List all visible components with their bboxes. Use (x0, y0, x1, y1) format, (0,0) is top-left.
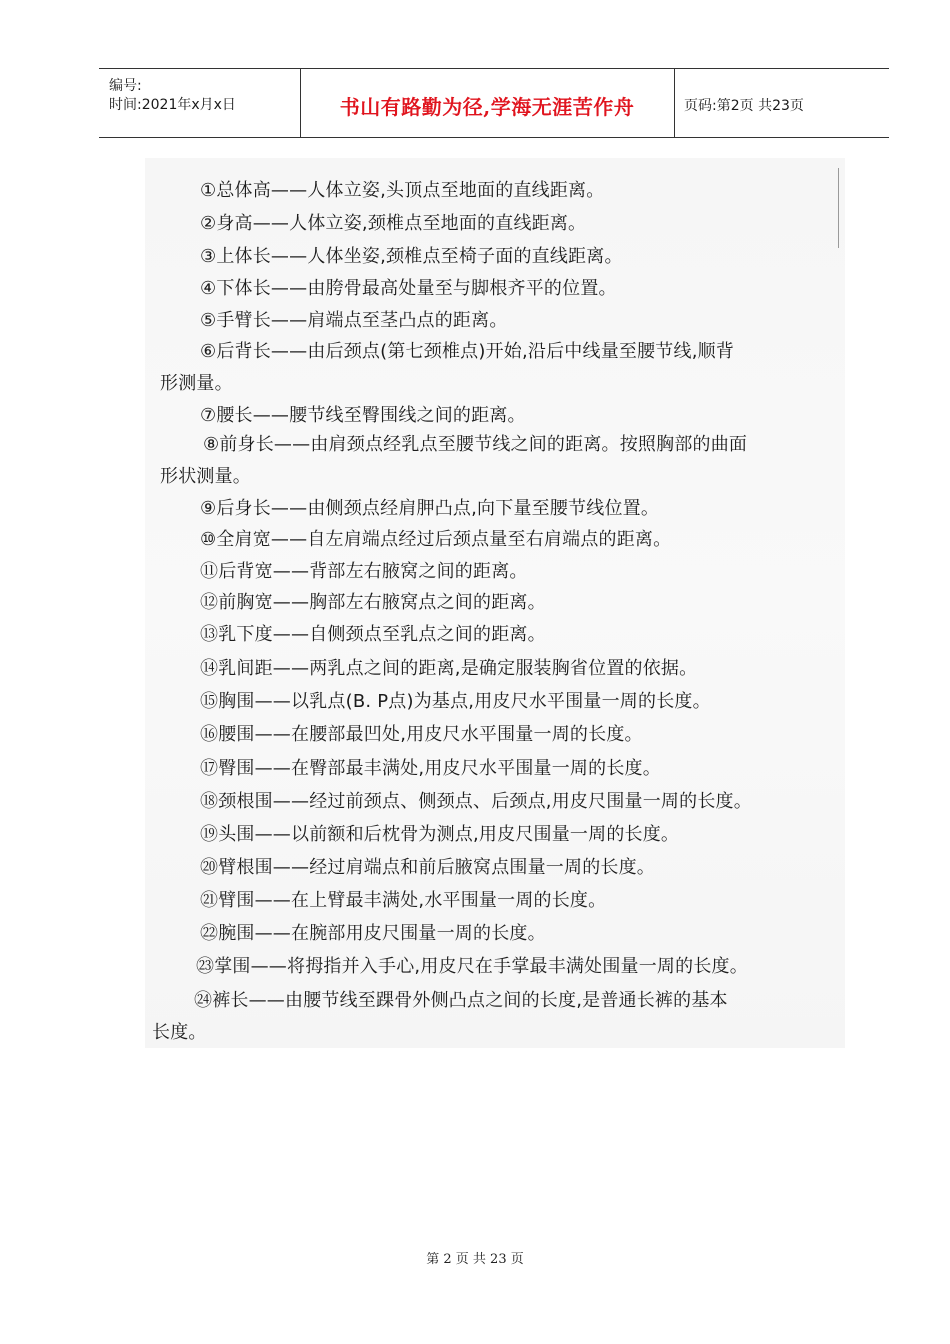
measurement-line: ⑭乳间距——两乳点之间的距离,是确定服装胸省位置的依据。 (200, 658, 698, 679)
motto-text: 书山有路勤为径,学海无涯苦作舟 (339, 95, 635, 119)
page-code-label: 页码:第2页 共23页 (684, 98, 804, 114)
measurement-line: ⑦腰长——腰节线至臀围线之间的距离。 (200, 405, 526, 426)
measurement-line: ⑨后身长——由侧颈点经肩胛凸点,向下量至腰节线位置。 (200, 498, 660, 519)
measurement-line: ⑲头围——以前额和后枕骨为测点,用皮尺围量一周的长度。 (200, 824, 680, 845)
measurement-line: ⑥后背长——由后颈点(第七颈椎点)开始,沿后中线量至腰节线,顺背 (200, 341, 735, 362)
measurement-line: ⑱颈根围——经过前颈点、侧颈点、后颈点,用皮尺围量一周的长度。 (200, 791, 752, 812)
measurement-line-continuation: 形测量。 (160, 373, 233, 394)
measurement-line: ⑤手臂长——肩端点至茎凸点的距离。 (200, 310, 508, 331)
measurement-line: ⑰臀围——在臀部最丰满处,用皮尺水平围量一周的长度。 (200, 758, 661, 779)
measurement-line: ⑪后背宽——背部左右腋窝之间的距离。 (200, 561, 528, 582)
measurement-line: ⑧前身长——由肩颈点经乳点至腰节线之间的距离。按照胸部的曲面 (203, 434, 748, 455)
measurement-line: ⑳臂根围——经过肩端点和前后腋窝点围量一周的长度。 (200, 857, 655, 878)
measurement-line-continuation: 形状测量。 (160, 466, 251, 487)
measurement-line: ⑮胸围——以乳点(B. P点)为基点,用皮尺水平围量一周的长度。 (200, 691, 711, 712)
page-header (99, 68, 889, 138)
measurement-line: ②身高——人体立姿,颈椎点至地面的直线距离。 (200, 213, 587, 234)
measurement-line: ㉓掌围——将拇指并入手心,用皮尺在手掌最丰满处围量一周的长度。 (196, 956, 748, 977)
measurement-line: ⑬乳下度——自侧颈点至乳点之间的距离。 (200, 624, 546, 645)
measurement-line: ③上体长——人体坐姿,颈椎点至椅子面的直线距离。 (200, 246, 623, 267)
measurement-line: ⑩全肩宽——自左肩端点经过后颈点量至右肩端点的距离。 (200, 529, 672, 550)
measurement-line: ⑯腰围——在腰部最凹处,用皮尺水平围量一周的长度。 (200, 724, 643, 745)
serial-number-label: 编号: (109, 78, 142, 94)
measurement-line: ①总体高——人体立姿,头顶点至地面的直线距离。 (200, 180, 605, 201)
measurement-line: ㉒腕围——在腕部用皮尺围量一周的长度。 (200, 923, 546, 944)
measurement-line: ⑫前胸宽——胸部左右腋窝点之间的距离。 (200, 592, 546, 613)
measurement-line-continuation: 长度。 (152, 1022, 207, 1043)
time-label: 时间:2021年x月x日 (109, 97, 236, 113)
measurement-line: ④下体长——由胯骨最高处量至与脚根齐平的位置。 (200, 278, 617, 299)
header-info-cell (99, 69, 301, 137)
page-footer: 第 2 页 共 23 页 (426, 1252, 524, 1267)
header-motto-cell (300, 69, 675, 137)
measurement-line: ㉑臂围——在上臂最丰满处,水平围量一周的长度。 (200, 890, 607, 911)
header-page-cell (674, 69, 889, 137)
measurement-line: ㉔裤长——由腰节线至踝骨外侧凸点之间的长度,是普通长裤的基本 (194, 990, 728, 1011)
